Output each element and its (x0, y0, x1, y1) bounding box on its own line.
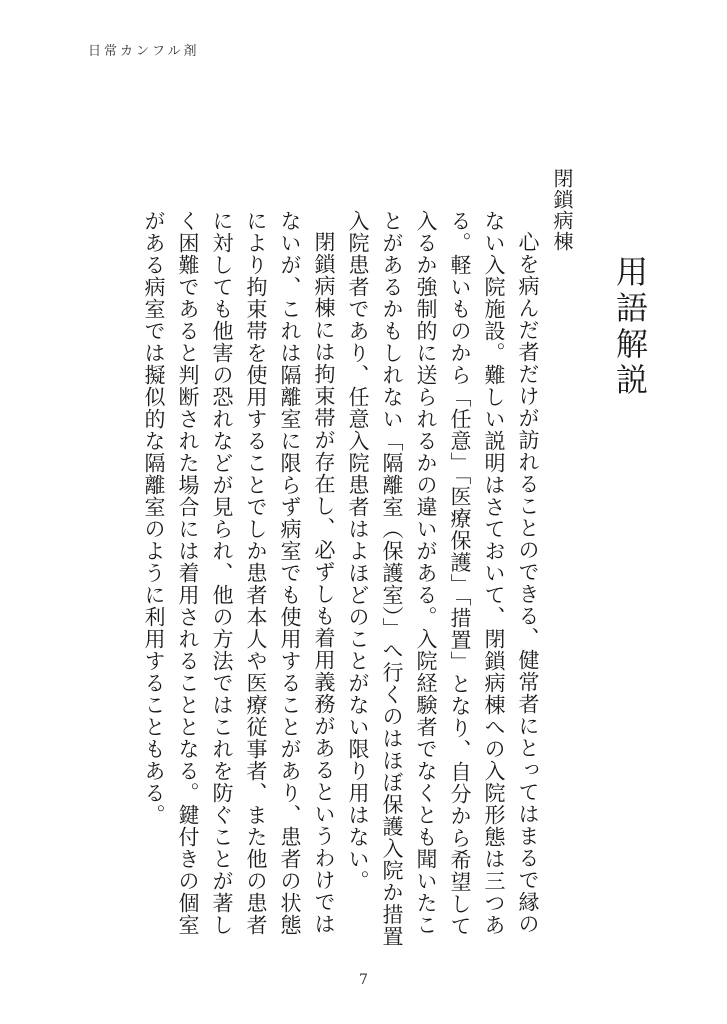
entry-term: 閉鎖病棟 (550, 168, 574, 252)
entry-paragraph: 心を病んだ者だけが訪れることのできる、健常者にとってはまるで縁のない入院施設。難しい説明はさておいて、閉鎖病棟への入院形態は三つある。軽いものから「任意」「医療保護」「措置」となり、自分から希望して入るか強制的に送られるかの違いがある。入院経験者でなくとも聞いたことがあるかもしれない「隔離室（保護室）」へ行くのはほぼ保護入院か措置入院患者であり、任意入院患者はよほどのことがない限り用はない。 (346, 210, 540, 948)
entry-paragraph: 閉鎖病棟には拘束帯が存在し、必ずしも着用義務があるというわけではないが、これは隔離室に限らず病室でも使用することがあり、患者の状態により拘束帯を使用することでしか患者本人や医療従事者、また他の患者に対しても他害の恐れなどが見られ、他の方法ではこれを防ぐことが著しく困難であると判断された場合には着用されることとなる。鍵付きの個室がある病室では擬似的な隔離室のように利用することもある。 (142, 210, 336, 936)
page-number: 7 (359, 972, 368, 988)
chapter-title: 用語解説 (611, 255, 649, 399)
running-header: 日常カンフル剤 (88, 44, 200, 59)
glossary-entry (142, 168, 579, 948)
